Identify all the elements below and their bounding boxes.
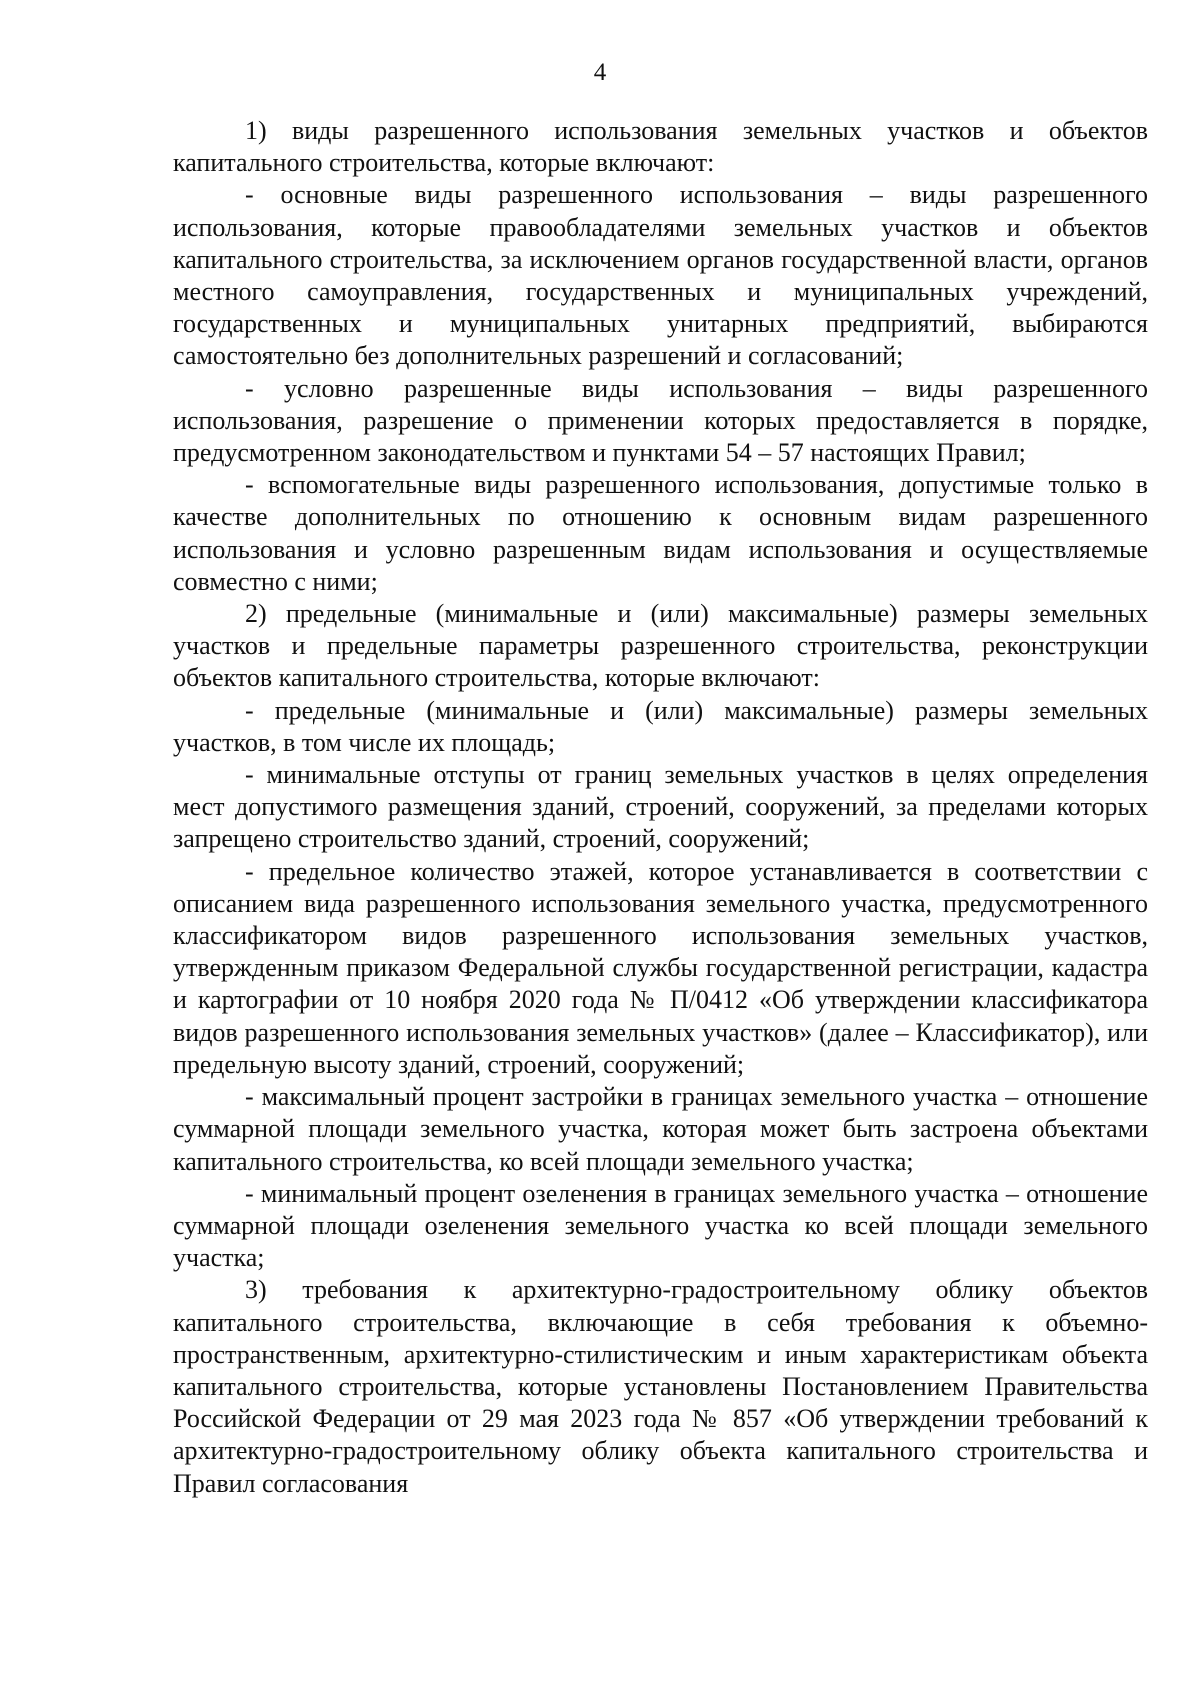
paragraph-bullet-floors: - предельное количество этажей, которое устанавливается в соответствии с описанием вида разрешенного использования земельного участка, предусмотренного классификатором видов разрешенного использования земельных участков, утвержденным приказом Федеральной службы государственной регистрации, кадастра и картографии от 10 ноября 2020 года № П/0412 «Об утверждении классификатора видов разрешенного использования земельных участков» (далее – Классификатор), или предельную высоту зданий, строений, сооружений; xyxy=(173,856,1148,1079)
paragraph-bullet-building-coverage: - максимальный процент застройки в границах земельного участка – отношение суммарной площади земельного участка, которая может быть застроена объектами капитального строительства, ко всей площади земельного участка; xyxy=(173,1082,1148,1176)
paragraph-item-2: 2) предельные (минимальные и (или) максимальные) размеры земельных участков и предельные параметры разрешенного строительства, реконструкции объектов капитального строительства, которые включают: xyxy=(173,599,1148,693)
paragraph-bullet-conditional-uses: - условно разрешенные виды использования – виды разрешенного использования, разрешение о применении которых предоставляется в порядке, предусмотренном законодательством и пунктами 54 – 57 настоящих Правил; xyxy=(173,373,1148,468)
paragraph-bullet-main-uses: - основные виды разрешенного использования – виды разрешенного использования, которые правообладателями земельных участков и объектов капитального строительства, за исключением органов государственной власти, органов местного самоуправления, государственных и муниципальных учреждений, государственных и муниципальных унитарных предприятий, выбираются самостоятельно без дополнительных разрешений и согласований; xyxy=(173,180,1148,371)
paragraph-item-1: 1) виды разрешенного использования земельных участков и объектов капитального строительства, которые включают: xyxy=(173,116,1148,178)
paragraph-item-3: 3) требования к архитектурно-градостроительному облику объектов капитального строительства, включающие в себя требования к объемно-пространственным, архитектурно-стилистическим и иным характеристикам объекта капитального строительства, которые установлены Постановлением Правительства Российской Федерации от 29 мая 2023 года № 857 «Об утверждении требований к архитектурно-градостроительному облику объекта капитального строительства и Правил согласования xyxy=(173,1275,1148,1498)
paragraph-bullet-greening: - минимальный процент озеленения в границах земельного участка – отношение суммарной площади озеленения земельного участка ко всей площади земельного участка; xyxy=(173,1178,1148,1273)
paragraph-bullet-setbacks: - минимальные отступы от границ земельных участков в целях определения мест допустимого размещения зданий, строений, сооружений, за пределами которых запрещено строительство зданий, строений, сооружений; xyxy=(173,760,1148,854)
page-number: 4 xyxy=(593,59,607,86)
paragraph-bullet-plot-sizes: - предельные (минимальные и (или) максимальные) размеры земельных участков, в том числе их площадь; xyxy=(173,695,1148,757)
document-body xyxy=(173,115,1148,1500)
paragraph-bullet-auxiliary-uses: - вспомогательные виды разрешенного использования, допустимые только в качестве дополнительных по отношению к основным видам разрешенного использования и условно разрешенным видам использования и осуществляемые совместно с ними; xyxy=(173,470,1148,596)
